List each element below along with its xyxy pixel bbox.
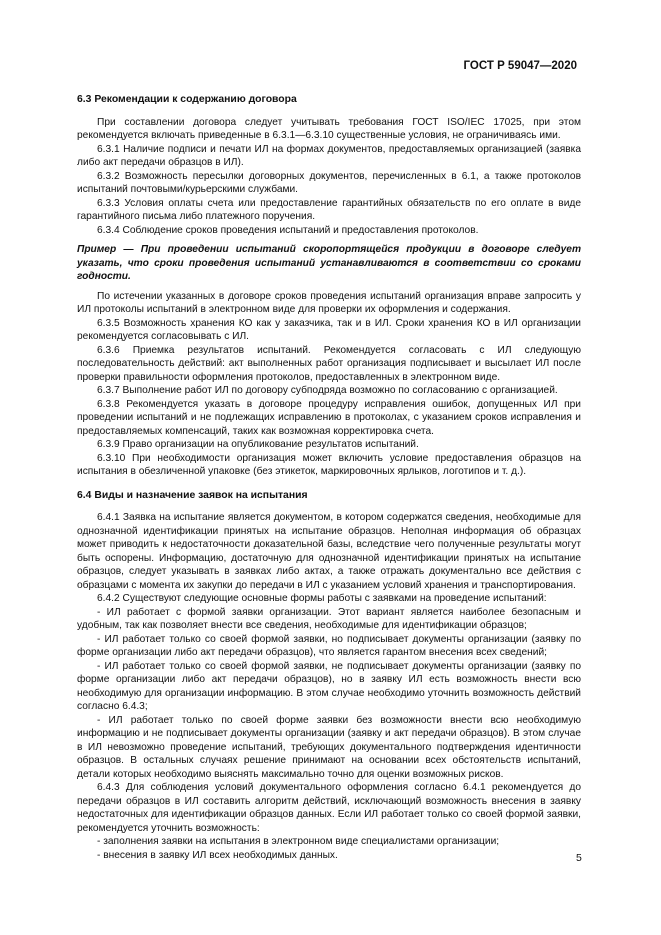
list-item: - заполнения заявки на испытания в электронном виде специалистами организации; xyxy=(97,836,500,847)
paragraph: При составлении договора следует учитывать требования ГОСТ ISO/IEC 17025, при этом рекомендуется включать приведенные в 6.3.1—6.3.10 существенные условия, не ограничиваясь ими. xyxy=(77,116,581,141)
page-content xyxy=(77,93,581,862)
clause-6-4-1: 6.4.1 Заявка на испытание является документом, в котором содержатся сведения, необходимые для однозначной идентификации принятых на испытание образцов. Неполная информация об образцах может приводить к недостаточности доказательной базы, вследствие чего полученные результаты могут быть оспорены. Информацию, достаточную для однозначной идентификации принятых на испытание образцов, следует указывать в заявках либо актах, а также отражать документально все действия с образцами с момента их закупки до передачи в ИЛ с указанием условий хранения и транспортирования. xyxy=(77,512,581,591)
clause-6-3-10: 6.3.10 При необходимости организация может включить условие предоставления образцов на испытания в обезличенной упаковке (без этикеток, маркировочных ярлыков, логотипов и т. д.). xyxy=(77,452,581,477)
list-item: - ИЛ работает только со своей формой заявки, но подписывает документы организации (заявку по форме организации либо акт передачи образцов), что является гарантом внесения всех сведений; xyxy=(77,633,581,658)
list-item: - ИЛ работает только со своей формой заявки, не подписывает документы организации (заявку по форме организации либо акт передачи образцов), но в заявку ИЛ есть возможность внести всю необходимую для организации информацию. В этом случае необходимо уточнить возможность действий согласно 6.4.3; xyxy=(77,660,581,712)
clause-6-3-1: 6.3.1 Наличие подписи и печати ИЛ на формах документов, предоставляемых организацией (заявка либо акт передачи образцов в ИЛ). xyxy=(77,143,581,168)
clause-6-4-3: 6.4.3 Для соблюдения условий документального оформления согласно 6.4.1 рекомендуется до передачи образцов в ИЛ составить алгоритм действий, исключающий возможность внесения в заявку недостаточных для идентификации образцов данных. Если ИЛ работает только со своей формой заявки, рекомендуется уточнить возможность: xyxy=(77,782,581,834)
clause-6-3-4: 6.3.4 Соблюдение сроков проведения испытаний и предоставления протоколов. xyxy=(97,224,479,236)
section-6-3-title: 6.3 Рекомендации к содержанию договора xyxy=(77,94,297,105)
paragraph: По истечении указанных в договоре сроков проведения испытаний организация вправе запросить у ИЛ протоколы испытаний в электронном виде для проверки их оформления и содержания. xyxy=(77,290,581,315)
page-number: 5 xyxy=(576,852,582,864)
list-item: - ИЛ работает с формой заявки организации. Этот вариант является наиболее безопасным и удобным, так как позволяет внести все сведения, необходимые для идентификации образцов; xyxy=(77,606,581,631)
clause-6-3-5: 6.3.5 Возможность хранения КО как у заказчика, так и в ИЛ. Сроки хранения КО в ИЛ организации рекомендуется согласовывать с ИЛ. xyxy=(77,317,581,342)
clause-6-3-7: 6.3.7 Выполнение работ ИЛ по договору субподряда возможно по согласованию с организацией. xyxy=(97,385,558,396)
section-6-4-title: 6.4 Виды и назначение заявок на испытания xyxy=(77,489,308,501)
clause-6-3-3: 6.3.3 Условия оплаты счета или предоставление гарантийных обязательств по его оплате в виде гарантийного письма либо платежного поручения. xyxy=(77,197,581,222)
document-code: ГОСТ Р 59047—2020 xyxy=(463,60,577,72)
clause-6-3-2: 6.3.2 Возможность пересылки договорных документов, перечисленных в 6.1, а также протоколов испытаний почтовыми/курьерскими службами. xyxy=(77,170,581,195)
clause-6-4-2: 6.4.2 Существуют следующие основные формы работы с заявками на проведение испытаний: xyxy=(97,593,547,604)
list-item: - ИЛ работает только по своей форме заявки без возможности внести всю необходимую информацию и не подписывает документы организации (заявку и акт передачи образцов). В этом случае в ИЛ невозможно проведение испытаний, требующих документального подтверждения идентичности образцов. В остальных случаях решение принимают на основании всех обстоятельств испытаний, детали которых необходимо выяснять максимально точно для оценки возможных рисков. xyxy=(77,714,581,780)
clause-6-3-6: 6.3.6 Приемка результатов испытаний. Рекомендуется согласовать с ИЛ следующую последовательность действий: акт выполненных работ организация подписывает и высылает ИЛ после проверки правильности оформления протоколов, предоставленных в электронном виде. xyxy=(77,344,581,383)
clause-6-3-8: 6.3.8 Рекомендуется указать в договоре процедуру исправления ошибок, допущенных ИЛ при проведении испытаний и не подлежащих исправлению в протоколах, с указанием сроков исправления и предоставляемых компенсаций, таких как возможная корректировка счета. xyxy=(77,398,581,437)
clause-6-3-9: 6.3.9 Право организации на опубликование результатов испытаний. xyxy=(97,439,419,450)
example-note: Пример — При проведении испытаний скоропортящейся продукции в договоре следует указать, что сроки проведения испытаний устанавливаются в соответствии со сроками годности. xyxy=(77,244,581,282)
list-item: - внесения в заявку ИЛ всех необходимых данных. xyxy=(97,849,338,861)
